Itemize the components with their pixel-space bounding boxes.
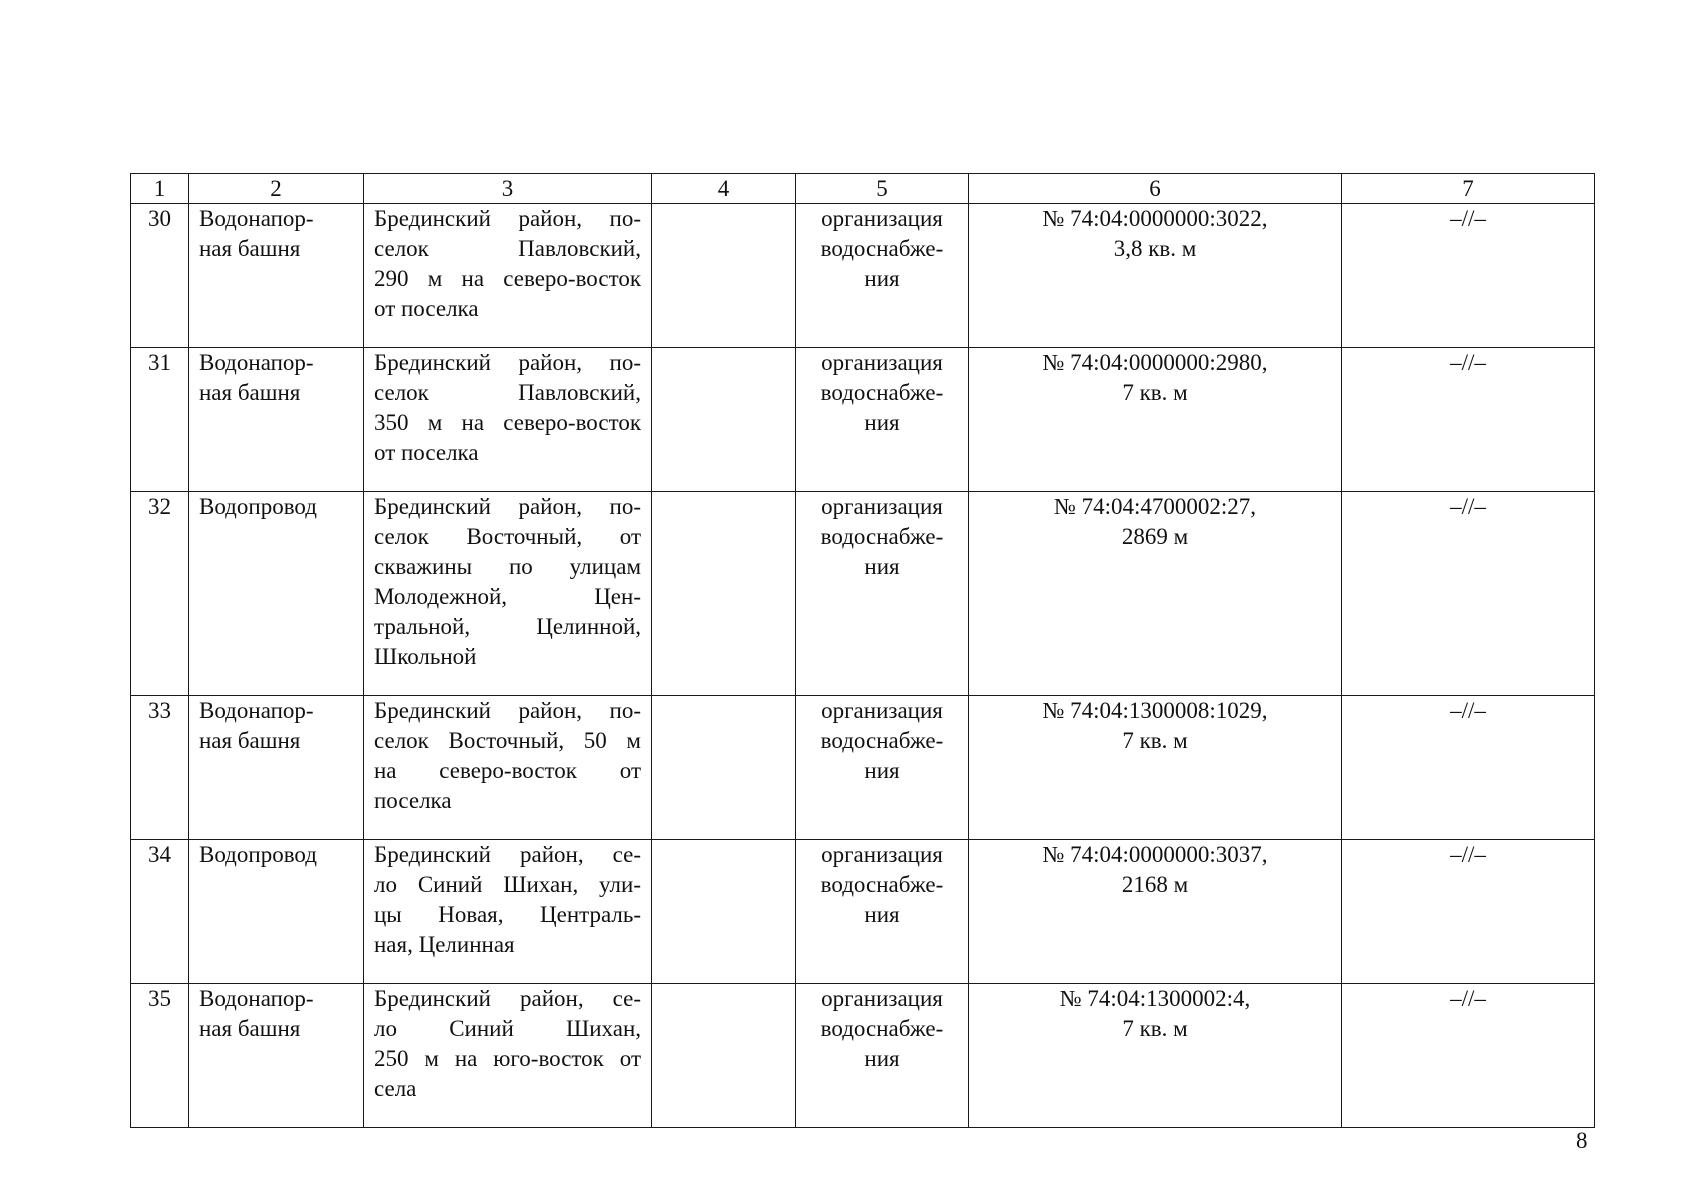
address-line: Брединский район, по- — [374, 350, 641, 375]
object-address — [364, 204, 652, 348]
row-number: 31 — [131, 348, 189, 492]
object-name-line: ная башня — [199, 380, 301, 405]
object-address — [364, 984, 652, 1128]
ditto-mark: –//– — [1342, 696, 1595, 840]
header-row — [131, 174, 1595, 204]
column-4-cell — [652, 348, 796, 492]
purpose-line: водоснабже- — [820, 1016, 944, 1041]
address-line: Брединский район, се- — [374, 986, 641, 1011]
table-row — [131, 696, 1595, 840]
address-line: от поселка — [374, 296, 479, 321]
object-name — [189, 696, 364, 840]
object-name-line: Водонапор- — [199, 206, 314, 231]
cadastral-info — [969, 840, 1342, 984]
cadastral-number: № 74:04:0000000:3037, — [1042, 842, 1268, 867]
address-line: Брединский район, по- — [374, 206, 641, 231]
address-line: скважины по улицам — [374, 554, 641, 579]
object-size: 7 кв. м — [1122, 1016, 1188, 1041]
object-purpose — [796, 348, 969, 492]
table-row — [131, 840, 1595, 984]
address-line: Брединский район, по- — [374, 494, 641, 519]
object-name-line: Водопровод — [199, 842, 317, 867]
ditto-mark: –//– — [1342, 840, 1595, 984]
address-line: села — [374, 1076, 417, 1101]
purpose-line: организация — [821, 494, 943, 519]
address-line: Брединский район, по- — [374, 698, 641, 723]
cadastral-number: № 74:04:0000000:2980, — [1042, 350, 1268, 375]
header-cell-2: 2 — [189, 174, 364, 204]
object-purpose — [796, 696, 969, 840]
row-number: 35 — [131, 984, 189, 1128]
object-name-line: Водонапор- — [199, 986, 314, 1011]
page-number: 8 — [1576, 1128, 1588, 1153]
row-number: 30 — [131, 204, 189, 348]
column-4-cell — [652, 696, 796, 840]
column-4-cell — [652, 492, 796, 696]
purpose-line: водоснабже- — [820, 872, 944, 897]
object-size: 2869 м — [1121, 524, 1189, 549]
address-line: 350 м на северо-восток — [374, 410, 641, 435]
row-number: 34 — [131, 840, 189, 984]
cadastral-number: № 74:04:4700002:27, — [1053, 494, 1257, 519]
header-cell-6: 6 — [969, 174, 1342, 204]
address-line: от поселка — [374, 440, 479, 465]
purpose-line: ния — [864, 554, 900, 579]
cadastral-info — [969, 984, 1342, 1128]
object-address — [364, 348, 652, 492]
table-body — [131, 174, 1595, 1128]
object-purpose — [796, 492, 969, 696]
object-name — [189, 348, 364, 492]
header-cell-7: 7 — [1342, 174, 1595, 204]
object-name-line: Водонапор- — [199, 698, 314, 723]
object-purpose — [796, 840, 969, 984]
column-4-cell — [652, 204, 796, 348]
purpose-line: ния — [864, 266, 900, 291]
object-size: 2168 м — [1121, 872, 1189, 897]
object-purpose — [796, 204, 969, 348]
object-name-line: ная башня — [199, 728, 301, 753]
column-4-cell — [652, 984, 796, 1128]
object-name — [189, 840, 364, 984]
purpose-line: водоснабже- — [820, 236, 944, 261]
table-row — [131, 204, 1595, 348]
column-4-cell — [652, 840, 796, 984]
property-table — [130, 173, 1595, 1128]
address-line: Брединский район, се- — [374, 842, 641, 867]
address-line: селок Восточный, от — [374, 524, 641, 549]
address-line: селок Восточный, 50 м — [374, 728, 641, 753]
cadastral-number: № 74:04:0000000:3022, — [1042, 206, 1268, 231]
object-size: 3,8 кв. м — [1113, 236, 1197, 261]
object-address — [364, 840, 652, 984]
ditto-mark: –//– — [1342, 984, 1595, 1128]
object-size: 7 кв. м — [1122, 380, 1188, 405]
object-address — [364, 492, 652, 696]
address-line: на северо-восток от — [374, 758, 641, 783]
address-line: селок Павловский, — [374, 236, 641, 261]
cadastral-info — [969, 696, 1342, 840]
cadastral-info — [969, 492, 1342, 696]
ditto-mark: –//– — [1342, 204, 1595, 348]
address-line: тральной, Целинной, — [374, 614, 641, 639]
purpose-line: ния — [864, 1046, 900, 1071]
address-line: Школьной — [374, 644, 477, 669]
cadastral-number: № 74:04:1300008:1029, — [1042, 698, 1268, 723]
object-name-line: Водопровод — [199, 494, 317, 519]
header-cell-4: 4 — [652, 174, 796, 204]
cadastral-number: № 74:04:1300002:4, — [1059, 986, 1251, 1011]
purpose-line: организация — [821, 350, 943, 375]
header-cell-1: 1 — [131, 174, 189, 204]
header-cell-5: 5 — [796, 174, 969, 204]
purpose-line: водоснабже- — [820, 728, 944, 753]
ditto-mark: –//– — [1342, 492, 1595, 696]
address-line: цы Новая, Централь- — [374, 902, 641, 927]
row-number: 32 — [131, 492, 189, 696]
table-row — [131, 492, 1595, 696]
address-line: селок Павловский, — [374, 380, 641, 405]
cadastral-info — [969, 348, 1342, 492]
object-name-line: ная башня — [199, 236, 301, 261]
address-line: 290 м на северо-восток — [374, 266, 641, 291]
purpose-line: организация — [821, 206, 943, 231]
purpose-line: организация — [821, 698, 943, 723]
ditto-mark: –//– — [1342, 348, 1595, 492]
purpose-line: организация — [821, 986, 943, 1011]
purpose-line: водоснабже- — [820, 524, 944, 549]
purpose-line: ния — [864, 758, 900, 783]
object-name-line: Водонапор- — [199, 350, 314, 375]
object-size: 7 кв. м — [1122, 728, 1188, 753]
header-cell-3: 3 — [364, 174, 652, 204]
purpose-line: ния — [864, 410, 900, 435]
address-line: ная, Целинная — [374, 932, 515, 957]
object-name-line: ная башня — [199, 1016, 301, 1041]
table-row — [131, 984, 1595, 1128]
cadastral-info — [969, 204, 1342, 348]
purpose-line: водоснабже- — [820, 380, 944, 405]
object-name — [189, 492, 364, 696]
address-line: Молодежной, Цен- — [374, 584, 641, 609]
object-purpose — [796, 984, 969, 1128]
table-row — [131, 348, 1595, 492]
object-name — [189, 984, 364, 1128]
purpose-line: ния — [864, 902, 900, 927]
address-line: ло Синий Шихан, ули- — [374, 872, 641, 897]
object-name — [189, 204, 364, 348]
address-line: ло Синий Шихан, — [374, 1016, 641, 1041]
object-address — [364, 696, 652, 840]
purpose-line: организация — [821, 842, 943, 867]
address-line: 250 м на юго-восток от — [374, 1046, 641, 1071]
address-line: поселка — [374, 788, 452, 813]
row-number: 33 — [131, 696, 189, 840]
